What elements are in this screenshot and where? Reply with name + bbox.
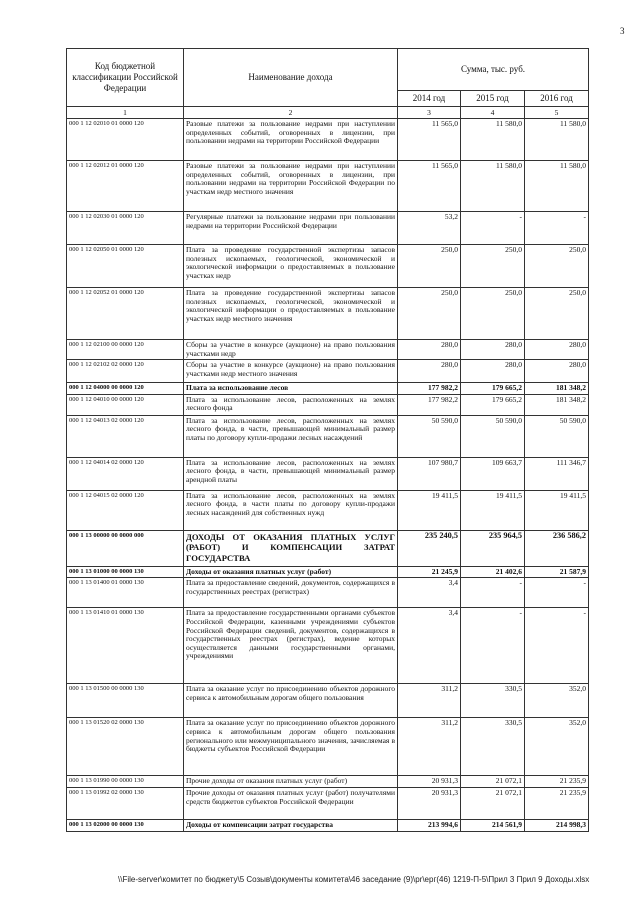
name-cell: Плата за оказание услуг по присоединению объектов дорожного сервиса к автомобильным дорогам общего пользования регионального или межмуниципального значения, зачисляемая в бюджеты субъектов Российской Федерации (184, 718, 398, 776)
amount-2014-cell: 3,4 (398, 608, 461, 684)
amount-2014-cell: 11 565,0 (398, 161, 461, 212)
code-cell: 000 1 12 04014 02 0000 120 (67, 457, 184, 490)
amount-2015-cell: 330,5 (461, 718, 525, 776)
amount-2015-cell: 280,0 (461, 360, 525, 383)
amount-2016-cell: 352,0 (525, 684, 589, 718)
table-row (67, 161, 589, 212)
table-row (67, 490, 589, 530)
code-cell: 000 1 13 01992 02 0000 130 (67, 787, 184, 819)
code-cell: 000 1 12 04000 00 0000 120 (67, 383, 184, 395)
header-name: Наименование дохода (184, 49, 398, 107)
amount-2016-cell: 250,0 (525, 288, 589, 340)
amount-2016-cell: 21 587,9 (525, 566, 589, 578)
amount-2016-cell: 250,0 (525, 245, 589, 288)
table-row (67, 245, 589, 288)
amount-2016-cell: - (525, 212, 589, 245)
table-row (67, 776, 589, 788)
code-cell: 000 1 13 01990 00 0000 130 (67, 776, 184, 788)
name-cell: Регулярные платежи за пользование недрами при пользовании недрами на территории Российской Федерации (184, 212, 398, 245)
code-cell: 000 1 13 02000 00 0000 130 (67, 819, 184, 831)
amount-2016-cell: - (525, 578, 589, 608)
name-cell: Плата за использование лесов, расположенных на землях лесного фонда, в части, превышающей минимальный размер платы по договору купли-продажи лесных насаждений (184, 415, 398, 457)
name-cell: Плата за предоставление государственными органами субъектов Российской Федерации, казенными учреждениями субъектов Российской Федерации сведений, документов, содержащихся в государственных реестрах (регистрах), ведение которых осуществляется данными государственными органами, учреждениями (184, 608, 398, 684)
name-cell: Плата за оказание услуг по присоединению объектов дорожного сервиса к автомобильным дорогам общего пользования (184, 684, 398, 718)
name-cell: Доходы от компенсации затрат государства (184, 819, 398, 831)
amount-2014-cell: 19 411,5 (398, 490, 461, 530)
amount-2015-cell: - (461, 212, 525, 245)
header-year-2015: 2015 год (461, 91, 525, 107)
name-cell: Плата за проведение государственной экспертизы запасов полезных ископаемых, геологической, экономической и экологической информации о предоставляемых в пользование участках недр местного значения (184, 288, 398, 340)
table-row (67, 530, 589, 566)
name-cell: ДОХОДЫ ОТ ОКАЗАНИЯ ПЛАТНЫХ УСЛУГ (РАБОТ) И КОМПЕНСАЦИИ ЗАТРАТ ГОСУДАРСТВА (184, 530, 398, 566)
name-cell: Плата за использование лесов, расположенных на землях лесного фонда (184, 394, 398, 415)
amount-2015-cell: 250,0 (461, 245, 525, 288)
code-cell: 000 1 12 02012 01 0000 120 (67, 161, 184, 212)
table-row (67, 360, 589, 383)
code-cell: 000 1 13 01520 02 0000 130 (67, 718, 184, 776)
table-row (67, 119, 589, 161)
name-cell: Разовые платежи за пользование недрами при наступлении определенных событий, оговоренных в лицензии, при пользовании недрами на территории Российской Федерации (184, 119, 398, 161)
col-number: 5 (525, 107, 589, 119)
name-cell: Плата за проведение государственной экспертизы запасов полезных ископаемых, геологической, экономической и экологической информации о предоставляемых в пользование участках недр (184, 245, 398, 288)
amount-2016-cell: - (525, 608, 589, 684)
code-cell: 000 1 12 04010 00 0000 120 (67, 394, 184, 415)
code-cell: 000 1 13 00000 00 0000 000 (67, 530, 184, 566)
amount-2015-cell: 179 665,2 (461, 383, 525, 395)
header-code: Код бюджетной классификации Российской Федерации (67, 49, 184, 107)
header-year-2016: 2016 год (525, 91, 589, 107)
amount-2014-cell: 21 245,9 (398, 566, 461, 578)
amount-2014-cell: 311,2 (398, 684, 461, 718)
table-row (67, 288, 589, 340)
name-cell: Сборы за участие в конкурсе (аукционе) на право пользования участками недр местного значения (184, 360, 398, 383)
amount-2016-cell: 181 348,2 (525, 394, 589, 415)
code-cell: 000 1 12 02100 00 0000 120 (67, 340, 184, 360)
code-cell: 000 1 12 04013 02 0000 120 (67, 415, 184, 457)
amount-2014-cell: 3,4 (398, 578, 461, 608)
amount-2014-cell: 53,2 (398, 212, 461, 245)
amount-2015-cell: 109 663,7 (461, 457, 525, 490)
name-cell: Плата за использование лесов, расположенных на землях лесного фонда, в части платы по договору купли-продажи лесных насаждений для собственных нужд (184, 490, 398, 530)
code-cell: 000 1 12 02010 01 0000 120 (67, 119, 184, 161)
table-row (67, 608, 589, 684)
amount-2016-cell: 181 348,2 (525, 383, 589, 395)
amount-2016-cell: 11 580,0 (525, 161, 589, 212)
page-number: 3 (620, 26, 625, 36)
amount-2015-cell: 179 665,2 (461, 394, 525, 415)
amount-2015-cell: 280,0 (461, 340, 525, 360)
name-cell: Сборы за участие в конкурсе (аукционе) на право пользования участками недр (184, 340, 398, 360)
amount-2016-cell: 111 346,7 (525, 457, 589, 490)
table-row (67, 718, 589, 776)
col-number: 2 (184, 107, 398, 119)
amount-2015-cell: 235 964,5 (461, 530, 525, 566)
table-row (67, 383, 589, 395)
code-cell: 000 1 13 01000 00 0000 130 (67, 566, 184, 578)
amount-2016-cell: 280,0 (525, 360, 589, 383)
amount-2015-cell: - (461, 608, 525, 684)
table-row (67, 212, 589, 245)
amount-2016-cell: 21 235,9 (525, 776, 589, 788)
amount-2015-cell: 250,0 (461, 288, 525, 340)
amount-2016-cell: 280,0 (525, 340, 589, 360)
amount-2015-cell: 11 580,0 (461, 161, 525, 212)
amount-2014-cell: 213 994,6 (398, 819, 461, 831)
amount-2016-cell: 11 580,0 (525, 119, 589, 161)
name-cell: Плата за предоставление сведений, документов, содержащихся в государственных реестрах (регистрах) (184, 578, 398, 608)
name-cell: Доходы от оказания платных услуг (работ) (184, 566, 398, 578)
amount-2016-cell: 21 235,9 (525, 787, 589, 819)
name-cell: Прочие доходы от оказания платных услуг (работ) получателями средств бюджетов субъектов Российской Федерации (184, 787, 398, 819)
table-row (67, 415, 589, 457)
code-cell: 000 1 12 02052 01 0000 120 (67, 288, 184, 340)
amount-2015-cell: 19 411,5 (461, 490, 525, 530)
table-row (67, 457, 589, 490)
amount-2015-cell: 50 590,0 (461, 415, 525, 457)
amount-2015-cell: - (461, 578, 525, 608)
table-row (67, 340, 589, 360)
col-number: 3 (398, 107, 461, 119)
amount-2014-cell: 20 931,3 (398, 787, 461, 819)
table-row (67, 566, 589, 578)
amount-2014-cell: 20 931,3 (398, 776, 461, 788)
amount-2015-cell: 330,5 (461, 684, 525, 718)
table-row (67, 787, 589, 819)
name-cell: Прочие доходы от оказания платных услуг (работ) (184, 776, 398, 788)
amount-2016-cell: 214 998,3 (525, 819, 589, 831)
amount-2015-cell: 21 072,1 (461, 776, 525, 788)
name-cell: Разовые платежи за пользование недрами при наступлении определенных событий, оговоренных в лицензии, при пользовании недрами на территории Российской Федерации по участкам недр местного значения (184, 161, 398, 212)
amount-2014-cell: 235 240,5 (398, 530, 461, 566)
code-cell: 000 1 12 04015 02 0000 120 (67, 490, 184, 530)
amount-2014-cell: 177 982,2 (398, 394, 461, 415)
code-cell: 000 1 12 02030 01 0000 120 (67, 212, 184, 245)
code-cell: 000 1 12 02102 02 0000 120 (67, 360, 184, 383)
header-year-2014: 2014 год (398, 91, 461, 107)
table-row (67, 394, 589, 415)
amount-2014-cell: 250,0 (398, 288, 461, 340)
header-sum: Сумма, тыс. руб. (398, 49, 589, 91)
amount-2014-cell: 177 982,2 (398, 383, 461, 395)
amount-2014-cell: 280,0 (398, 360, 461, 383)
amount-2014-cell: 250,0 (398, 245, 461, 288)
col-number: 1 (67, 107, 184, 119)
code-cell: 000 1 13 01410 01 0000 130 (67, 608, 184, 684)
amount-2016-cell: 236 586,2 (525, 530, 589, 566)
name-cell: Плата за использование лесов, расположенных на землях лесного фонда, в части, превышающей минимальный размер арендной платы (184, 457, 398, 490)
amount-2015-cell: 11 580,0 (461, 119, 525, 161)
code-cell: 000 1 12 02050 01 0000 120 (67, 245, 184, 288)
name-cell: Плата за использование лесов (184, 383, 398, 395)
table-row (67, 578, 589, 608)
amount-2014-cell: 11 565,0 (398, 119, 461, 161)
code-cell: 000 1 13 01500 00 0000 130 (67, 684, 184, 718)
amount-2016-cell: 352,0 (525, 718, 589, 776)
col-number: 4 (461, 107, 525, 119)
amount-2015-cell: 21 072,1 (461, 787, 525, 819)
table-row (67, 684, 589, 718)
amount-2015-cell: 214 561,9 (461, 819, 525, 831)
amount-2016-cell: 19 411,5 (525, 490, 589, 530)
table-row (67, 819, 589, 831)
amount-2016-cell: 50 590,0 (525, 415, 589, 457)
amount-2014-cell: 107 980,7 (398, 457, 461, 490)
file-path-footer: \\File-server\комитет по бюджету\5 Созыв\документы комитета\46 заседание (9)\pr\ерг(46) 1219-П-5\Прил 3 Прил 9 Доходы.xlsx (118, 875, 590, 884)
revenue-table (66, 48, 589, 832)
code-cell: 000 1 13 01400 01 0000 130 (67, 578, 184, 608)
amount-2015-cell: 21 402,6 (461, 566, 525, 578)
amount-2014-cell: 50 590,0 (398, 415, 461, 457)
amount-2014-cell: 311,2 (398, 718, 461, 776)
table-body (67, 119, 589, 832)
amount-2014-cell: 280,0 (398, 340, 461, 360)
